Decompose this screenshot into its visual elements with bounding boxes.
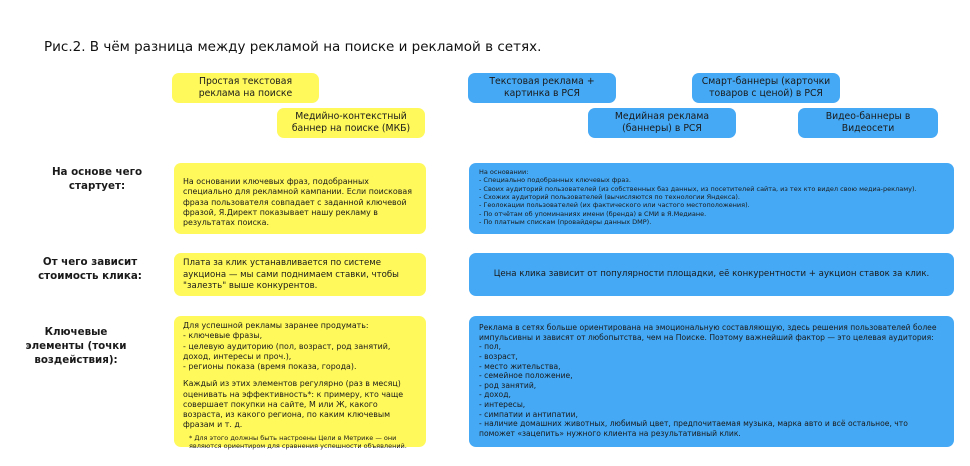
format-label: Медийная реклама (баннеры) в РСЯ — [614, 110, 710, 134]
search-start-box — [174, 163, 426, 234]
network-start-item: - Схожих аудиторий пользователей (вычисляются по технологии Яндекса). — [479, 192, 740, 201]
format-network-smart-banners — [692, 73, 840, 103]
search-keys-item: - целевую аудиторию (пол, возраст, род занятий, доход, интересы и проч.), — [183, 341, 391, 361]
row-label-cost: От чего зависит стоимость клика: — [38, 256, 142, 282]
network-keys-box — [469, 316, 954, 447]
network-keys-item: - интересы, — [479, 400, 526, 410]
row-label-keys: Ключевые элементы (точки воздействия): — [25, 326, 127, 366]
row-label-start: На основе чего стартует: — [51, 166, 143, 192]
search-keys-item: - регионы показа (время показа, города). — [183, 362, 357, 372]
network-start-intro: На основании: — [479, 168, 529, 176]
network-cost-text: Цена клика зависит от популярности площадки, её конкурентности + аукцион ставок за клик. — [493, 268, 930, 279]
search-keys-footnote: * Для этого должны быть настроены Цели в Метрике — они являются ориентиром для сравнения успешности объявлений. — [189, 433, 407, 450]
figure-title: Рис.2. В чём разница между рекламой на поиске и рекламой в сетях. — [44, 39, 542, 55]
search-keys-item: - ключевые фразы, — [183, 331, 263, 341]
search-cost-text: Плата за клик устанавливается по системе аукциона — мы сами поднимаем ставки, чтобы "залезть" выше конкурентов. — [183, 258, 399, 292]
network-start-item: - По платным спискам (провайдеры данных DMP). — [479, 217, 652, 226]
network-cost-box — [469, 253, 954, 296]
network-keys-item: - род занятий, — [479, 380, 537, 390]
search-keys-paragraph: Каждый из этих элементов регулярно (раз в месяц) оценивать на эффективность*: к примеру, кто чаще совершает покупки на сайте, М или Ж, какого возраста, из какого региона, по каким ключевым фразам и т. д. — [183, 379, 404, 430]
format-label: Видео-баннеры в Видеосети — [825, 110, 911, 134]
network-keys-item: - возраст, — [479, 351, 518, 361]
network-keys-item: - доход, — [479, 390, 511, 400]
search-start-text: На основании ключевых фраз, подобранных специально для рекламной кампании. Если поисковая фраза пользователя совпадает с заданной ключевой фразой, Я.Директ показывает нашу рекламу в результатах поиска. — [183, 177, 412, 228]
search-keys-box — [174, 316, 426, 450]
network-keys-item: - семейное положение, — [479, 371, 573, 381]
network-start-item: - Специально подобранных ключевых фраз. — [479, 176, 631, 185]
format-label: Смарт-баннеры (карточки товаров с ценой) в РСЯ — [701, 75, 831, 99]
format-label: Простая текстовая реклама на поиске — [198, 75, 293, 99]
network-keys-item: - наличие домашних животных, любимый цвет, предпочитаемая музыка, марка авто и всё остальное, что поможет «зацепить» нужного клиента на результативный клик. — [479, 419, 908, 439]
network-start-item: - Геолокации пользователей (их фактического или частого местоположения). — [479, 201, 750, 210]
format-network-media-banners — [588, 108, 736, 138]
search-keys-intro: Для успешной рекламы заранее продумать: — [183, 321, 369, 330]
format-network-text-picture — [468, 73, 616, 103]
search-cost-box — [174, 253, 426, 296]
network-keys-item: - пол, — [479, 342, 502, 352]
network-keys-item: - симпатии и антипатии, — [479, 409, 578, 419]
format-network-video-banners — [798, 108, 938, 138]
network-keys-intro: Реклама в сетях больше ориентирована на эмоциональную составляющую, здесь решения пользователей более импульсивны и зависят от любопытства, чем на Поиске. Поэтому важнейший фактор — это целевая аудитория: — [479, 323, 937, 342]
format-label: Медийно-контекстный баннер на поиске (МКБ) — [291, 110, 411, 134]
format-search-text-ad — [172, 73, 319, 103]
network-keys-item: - место жительства, — [479, 361, 561, 371]
format-search-mkb — [277, 108, 425, 138]
format-label: Текстовая реклама + картинка в РСЯ — [489, 75, 595, 99]
network-start-item: - По отчётам об упоминаниях имени (бренда) в СМИ в Я.Медиане. — [479, 209, 707, 218]
network-start-item: - Своих аудиторий пользователей (из собственных баз данных, из посетителей сайта, из тех кто видел свою медиа-рекламу). — [479, 184, 917, 193]
network-start-box — [469, 163, 954, 234]
